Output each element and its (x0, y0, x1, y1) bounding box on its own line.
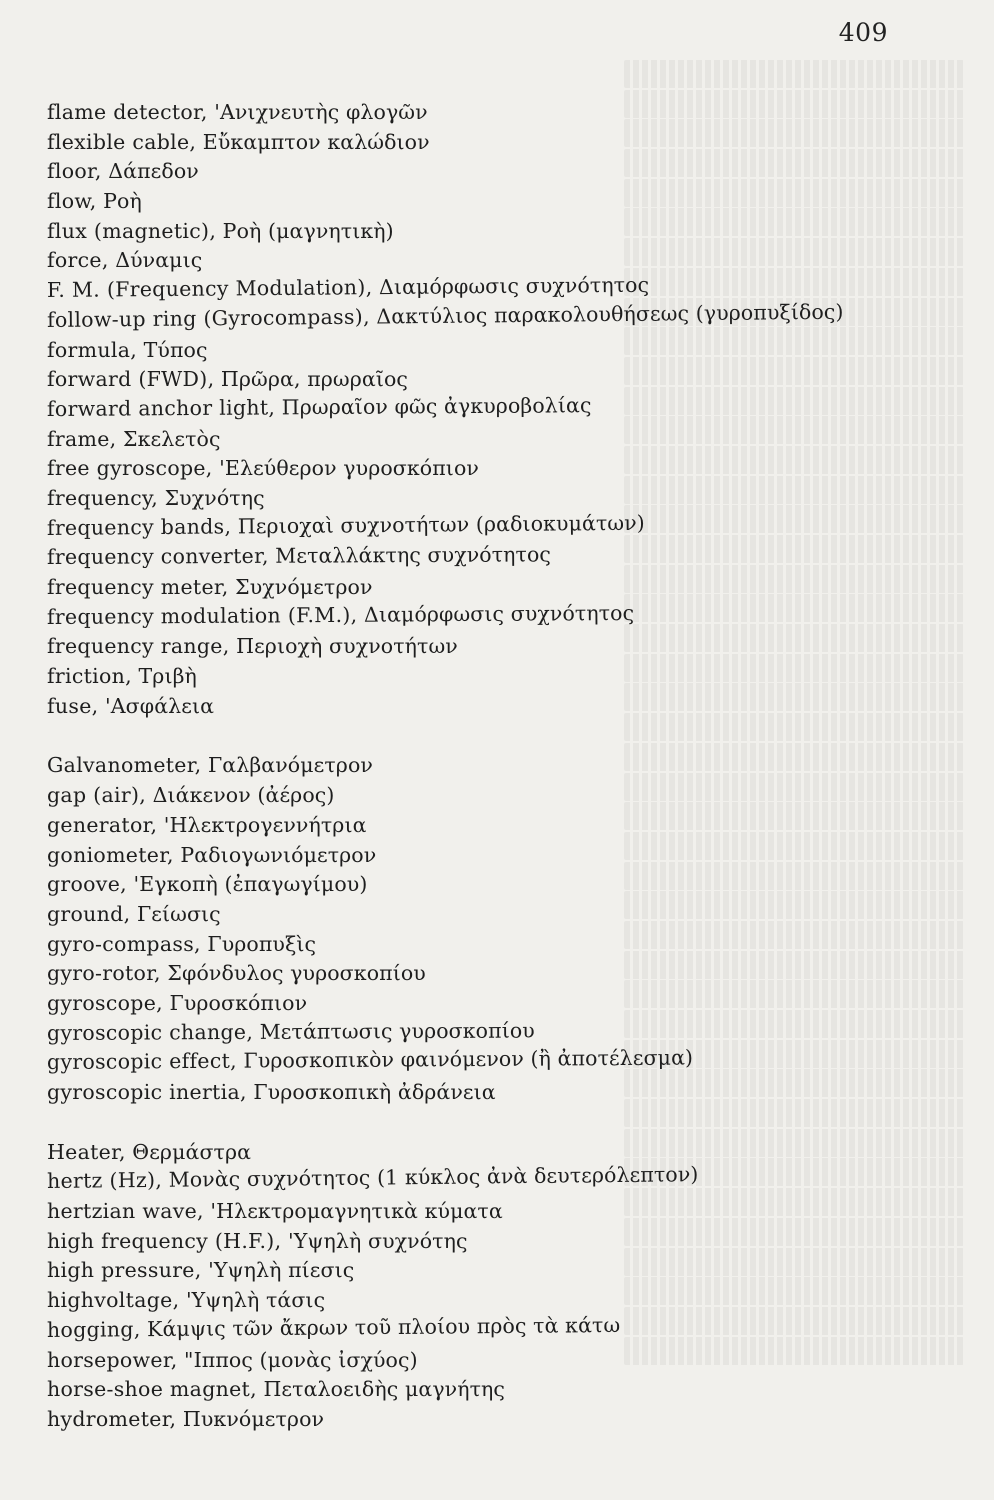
glossary-entry (47, 900, 947, 930)
page-number: 409 (838, 18, 888, 47)
greek-term: Ροὴ (μαγνητικὴ) (222, 218, 394, 243)
glossary-entry (47, 187, 947, 217)
english-term: fuse, (47, 693, 99, 718)
greek-term: Μεταλλάκτης συχνότητος (275, 542, 552, 569)
greek-term: 'Ασφάλεια (105, 693, 215, 718)
english-term: flame detector, (47, 100, 208, 124)
english-term: forward anchor light, (46, 395, 276, 421)
english-term: floor, (47, 159, 102, 184)
greek-term: Διαμόρφωσις συχνότητος (378, 272, 650, 300)
glossary-entry (47, 1256, 947, 1286)
glossary-entry (47, 1042, 947, 1078)
glossary-entry (47, 781, 947, 811)
greek-term: Περιοχαὶ συχνοτήτων (ραδιοκυμάτων) (237, 510, 645, 538)
glossary-entry (47, 1197, 947, 1227)
english-term: frequency modulation (F.M.), (46, 602, 358, 629)
greek-term: Δακτύλιος παρακολουθήσεως (γυροπυξίδος) (376, 299, 844, 329)
glossary-entry (47, 336, 947, 366)
glossary-entry (47, 1405, 947, 1435)
glossary-entry (47, 811, 947, 841)
glossary-entry (47, 98, 947, 128)
greek-term: Συχνόμετρον (235, 575, 373, 599)
english-term: hertz (Hz), (46, 1168, 163, 1194)
english-term: gyro-compass, (47, 931, 201, 956)
glossary-entry (47, 841, 947, 871)
greek-term: Πυκνόμετρον (182, 1406, 325, 1431)
greek-term: Περιοχὴ συχνοτήτων (236, 634, 458, 659)
english-term: groove, (47, 872, 127, 897)
english-term: forward (FWD), (47, 367, 215, 392)
greek-term: Εὔκαμπτον καλώδιον (202, 129, 430, 154)
english-term: frame, (47, 426, 117, 451)
glossary-entry (47, 596, 947, 632)
english-term: frequency meter, (47, 575, 229, 599)
english-term: flow, (47, 189, 97, 214)
greek-term: 'Υψηλὴ τάσις (185, 1288, 326, 1313)
glossary-entry (47, 389, 947, 425)
greek-term: Κάμψις τῶν ἄκρων τοῦ πλοίου πρὸς τὰ κάτω (147, 1312, 621, 1341)
english-term: flux (magnetic), (47, 218, 217, 243)
greek-term: Διάκενον (ἀέρος) (152, 783, 335, 808)
greek-term: 'Ηλεκτρογεννήτρια (163, 812, 367, 837)
glossary-entry (47, 1078, 947, 1108)
greek-term: 'Ηλεκτρομαγνητικὰ κύματα (210, 1199, 503, 1224)
greek-term: Συχνότης (164, 485, 265, 510)
greek-term: Γυροπυξὶς (207, 931, 317, 956)
english-term: friction, (47, 664, 132, 689)
greek-term: 'Υψηλὴ συχνότης (287, 1228, 468, 1253)
english-term: gyroscope, (47, 990, 163, 1015)
glossary-entry (47, 128, 947, 158)
english-term: Heater, (47, 1139, 126, 1164)
greek-term: Μετάπτωσις γυροσκοπίου (259, 1018, 535, 1044)
english-term: generator, (47, 812, 158, 837)
english-term: gyroscopic inertia, (47, 1080, 247, 1104)
greek-term: Πεταλοειδὴς μαγνήτης (263, 1377, 506, 1402)
english-term: Galvanometer, (47, 753, 202, 778)
english-term: follow-up ring (Gyrocompass), (46, 304, 370, 332)
greek-term: Διαμόρφωσις συχνότητος (363, 600, 635, 627)
greek-term: 'Ανιχνευτὴς φλογῶν (214, 100, 428, 124)
glossary-entry (47, 454, 947, 484)
english-term: horsepower, (47, 1347, 178, 1372)
glossary-entry (47, 1227, 947, 1257)
greek-term: Θερμάστρα (132, 1139, 252, 1164)
greek-term: Γυροσκόπιον (169, 990, 308, 1015)
english-term: horse-shoe magnet, (47, 1377, 257, 1402)
glossary-entries (47, 98, 947, 1435)
greek-term: Δάπεδον (108, 159, 199, 184)
greek-term: 'Εγκοπὴ (ἐπαγωγίμου) (133, 872, 368, 897)
glossary-entry (47, 157, 947, 187)
english-term: force, (47, 248, 109, 273)
greek-term: Γυροσκοπικὸν φαινόμενον (ἢ ἀποτέλεσμα) (243, 1045, 694, 1073)
glossary-entry (47, 692, 947, 722)
english-term: flexible cable, (47, 129, 197, 154)
greek-term: Πρωραῖον φῶς ἀγκυροβολίας (281, 393, 592, 420)
greek-term: 'Υψηλὴ πίεσις (208, 1258, 355, 1283)
greek-term: Μονὰς συχνότητος (1 κύκλος ἀνὰ δευτερόλεπτον) (168, 1162, 699, 1193)
glossary-entry (47, 930, 947, 960)
glossary-entry (47, 1346, 947, 1376)
english-term: gap (air), (47, 783, 147, 808)
greek-term: Γαλβανόμετρον (207, 753, 373, 778)
english-term: frequency, (47, 485, 159, 510)
greek-term: Ροὴ (103, 189, 142, 214)
glossary-entry (47, 632, 947, 662)
glossary-entry (47, 425, 947, 455)
glossary-entry (47, 662, 947, 692)
english-term: ground, (47, 901, 131, 926)
english-term: formula, (47, 337, 138, 362)
english-term: F. M. (Frequency Modulation), (46, 275, 373, 303)
greek-term: "Ιππος (μονὰς ἰσχύος) (184, 1347, 418, 1372)
english-term: gyroscopic effect, (46, 1048, 238, 1075)
greek-term: Σφόνδυλος γυροσκοπίου (167, 961, 426, 986)
greek-term: Γυροσκοπικὴ ἀδράνεια (253, 1080, 496, 1104)
greek-term: Τριβὴ (138, 664, 197, 689)
greek-term: Τύπος (143, 337, 208, 362)
english-term: hogging, (46, 1316, 141, 1342)
glossary-entry (47, 751, 947, 781)
greek-term: Γείωσις (136, 901, 221, 926)
english-term: highvoltage, (47, 1288, 180, 1313)
glossary-entry (47, 870, 947, 900)
greek-term: Δύναμις (115, 248, 203, 273)
glossary-entry (47, 1375, 947, 1405)
section-gap (47, 721, 947, 751)
english-term: high pressure, (47, 1258, 202, 1283)
glossary-entry (47, 539, 947, 573)
greek-term: Σκελετὸς (123, 426, 221, 451)
english-term: gyroscopic change, (46, 1019, 254, 1045)
english-term: frequency converter, (46, 544, 269, 570)
english-term: frequency bands, (46, 514, 232, 540)
english-term: frequency range, (47, 634, 230, 659)
english-term: goniometer, (47, 842, 174, 867)
english-term: hertzian wave, (47, 1199, 204, 1224)
glossary-entry (47, 217, 947, 247)
greek-term: Πρῶρα, πρωραῖος (220, 367, 408, 392)
english-term: high frequency (H.F.), (47, 1228, 282, 1253)
english-term: hydrometer, (47, 1406, 177, 1431)
greek-term: 'Ελεύθερον γυροσκόπιον (219, 456, 479, 481)
section-gap (47, 1108, 947, 1138)
english-term: free gyroscope, (47, 456, 213, 481)
english-term: gyro-rotor, (47, 961, 161, 986)
glossary-entry (47, 959, 947, 989)
greek-term: Ραδιογωνιόμετρον (180, 842, 377, 867)
